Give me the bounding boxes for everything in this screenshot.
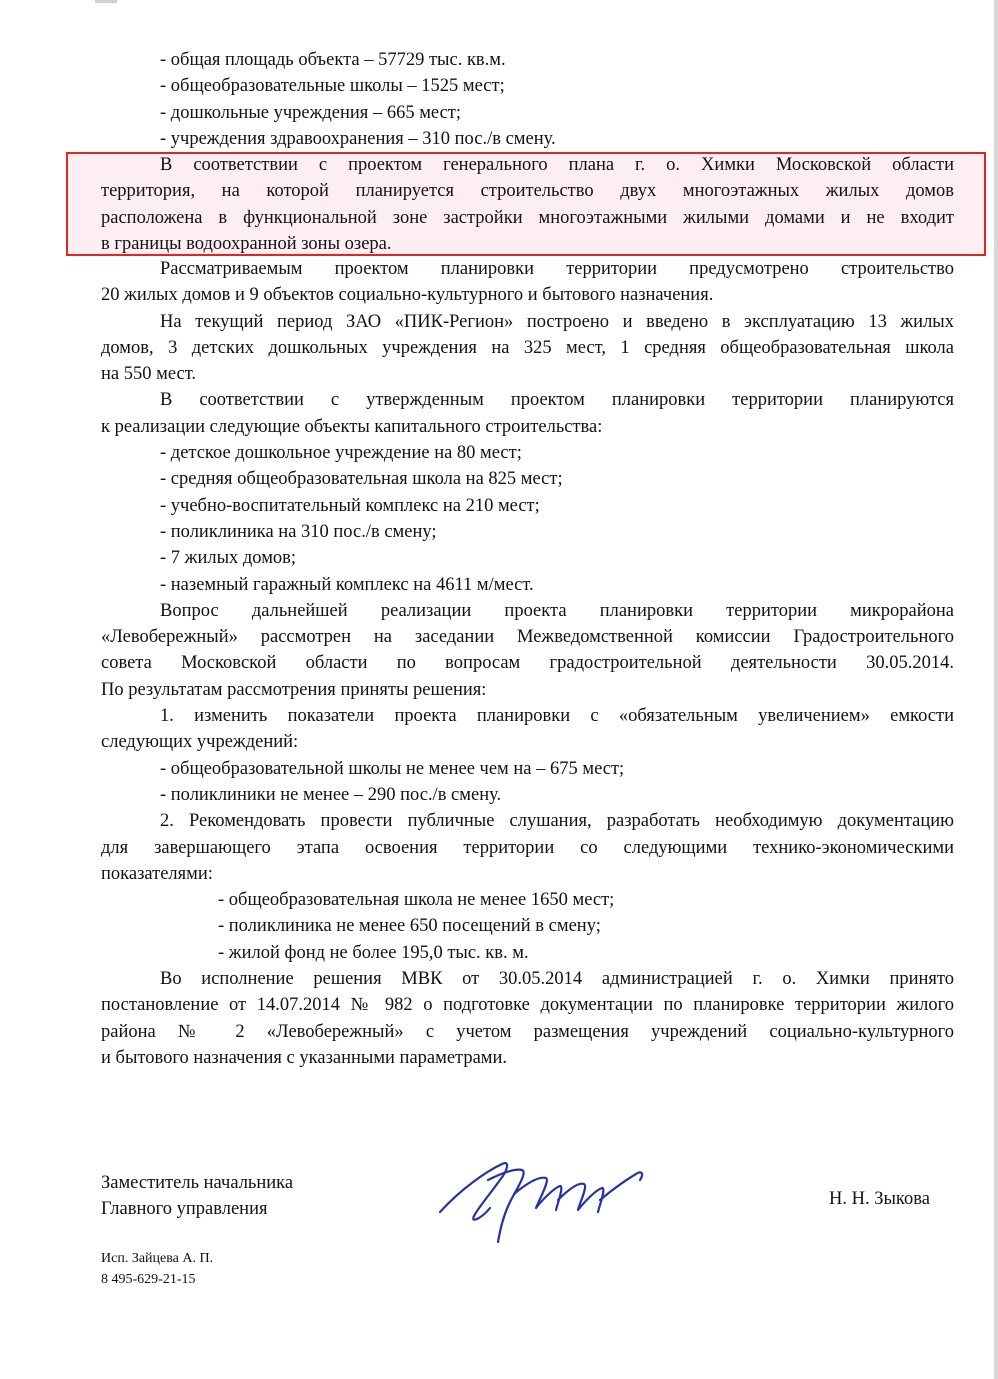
list-item: - общеобразовательной школы не менее чем на – 675 мест;: [160, 758, 625, 779]
list-item: - поликлиника не менее 650 посещений в смену;: [218, 916, 601, 937]
paragraph-line: на 550 мест.: [101, 364, 197, 385]
paragraph-line: территория, на которой планируется строительство двух многоэтажных жилых домов: [101, 181, 954, 202]
paragraph-line: следующих учреждений:: [101, 732, 299, 753]
list-item: - жилой фонд не более 195,0 тыс. кв. м.: [218, 942, 529, 963]
paragraph-line: для завершающего этапа освоения территории со следующими технико-экономическими: [101, 837, 954, 858]
executor-phone: 8 495-629-21-15: [101, 1272, 196, 1287]
paragraph-line: Во исполнение решения МВК от 30.05.2014 администрацией г. о. Химки принято: [160, 969, 954, 990]
paragraph-line: к реализации следующие объекты капитального строительства:: [101, 416, 603, 437]
paragraph-line: расположена в функциональной зоне застройки многоэтажными жилыми домами и не входит: [101, 207, 954, 228]
list-item: - учебно-воспитательный комплекс на 210 мест;: [160, 495, 540, 516]
list-item: - поликлиники не менее – 290 пос./в смену.: [160, 784, 502, 805]
list-item: - общая площадь объекта – 57729 тыс. кв.м.: [160, 50, 506, 70]
executor-name: Исп. Зайцева А. П.: [101, 1251, 214, 1266]
main-body: [101, 256, 954, 1071]
paragraph-line: показателями:: [101, 863, 213, 884]
list-item: - детское дошкольное учреждение на 80 мест;: [160, 443, 522, 464]
list-item: - дошкольные учреждения – 665 мест;: [160, 102, 462, 123]
executor-footer: [101, 1248, 213, 1290]
paragraph-line: В соответствии с утвержденным проектом планировки территории планируются: [160, 390, 954, 411]
list-top: [101, 47, 954, 152]
scan-mark: [95, 0, 117, 3]
signatory-title-line: Заместитель начальника: [101, 1173, 294, 1193]
list-item: - 7 жилых домов;: [160, 548, 297, 569]
handwritten-signature-icon: [430, 1150, 660, 1250]
list-item: - поликлиника на 310 пос./в смену;: [160, 521, 437, 542]
paragraph-line: домов, 3 детских дошкольных учреждения на 325 мест, 1 средняя общеобразовательная школа: [101, 337, 954, 358]
list-item: - общеобразовательная школа не менее 1650 мест;: [218, 890, 615, 911]
paragraph-line: В соответствии с проектом генерального плана г. о. Химки Московской области: [160, 155, 954, 175]
scan-edge: [994, 0, 998, 1379]
list-item: - наземный гаражный комплекс на 4611 м/мест.: [160, 574, 534, 595]
list-item: - учреждения здравоохранения – 310 пос./в смену.: [160, 128, 556, 149]
paragraph-line: района № 2 «Левобережный» с учетом размещения учреждений социально-культурного: [101, 1021, 954, 1042]
paragraph-line: 20 жилых домов и 9 объектов социально-культурного и бытового назначения.: [101, 285, 714, 306]
highlighted-paragraph: [101, 152, 954, 257]
paragraph-line: 1. изменить показатели проекта планировки с «обязательным увеличением» емкости: [160, 706, 954, 727]
signatory-title-line: Главного управления: [101, 1199, 268, 1219]
paragraph-line: На текущий период ЗАО «ПИК-Регион» построено и введено в эксплуатацию 13 жилых: [160, 311, 954, 332]
signatory-title: [101, 1170, 293, 1222]
paragraph-line: По результатам рассмотрения приняты решения:: [101, 679, 487, 700]
paragraph-line: постановление от 14.07.2014 № 982 о подготовке документации по планировке территории жилого: [101, 995, 954, 1016]
paragraph-line: «Левобережный» рассмотрен на заседании Межведомственной комиссии Градостроительного: [101, 627, 954, 648]
paragraph-line: в границы водоохранной зоны озера.: [101, 233, 392, 254]
list-item: - средняя общеобразовательная школа на 825 мест;: [160, 469, 563, 490]
paragraph-line: Вопрос дальнейшей реализации проекта планировки территории микрорайона: [160, 600, 954, 621]
paragraph-line: совета Московской области по вопросам градостроительной деятельности 30.05.2014.: [101, 653, 954, 674]
paragraph-line: и бытового назначения с указанными параметрами.: [101, 1047, 508, 1068]
list-item: - общеобразовательные школы – 1525 мест;: [160, 76, 505, 97]
paragraph-line: Рассматриваемым проектом планировки территории предусмотрено строительство: [160, 259, 954, 279]
signatory-name: Н. Н. Зыкова: [829, 1189, 930, 1209]
paragraph-line: 2. Рекомендовать провести публичные слушания, разработать необходимую документацию: [160, 811, 954, 832]
